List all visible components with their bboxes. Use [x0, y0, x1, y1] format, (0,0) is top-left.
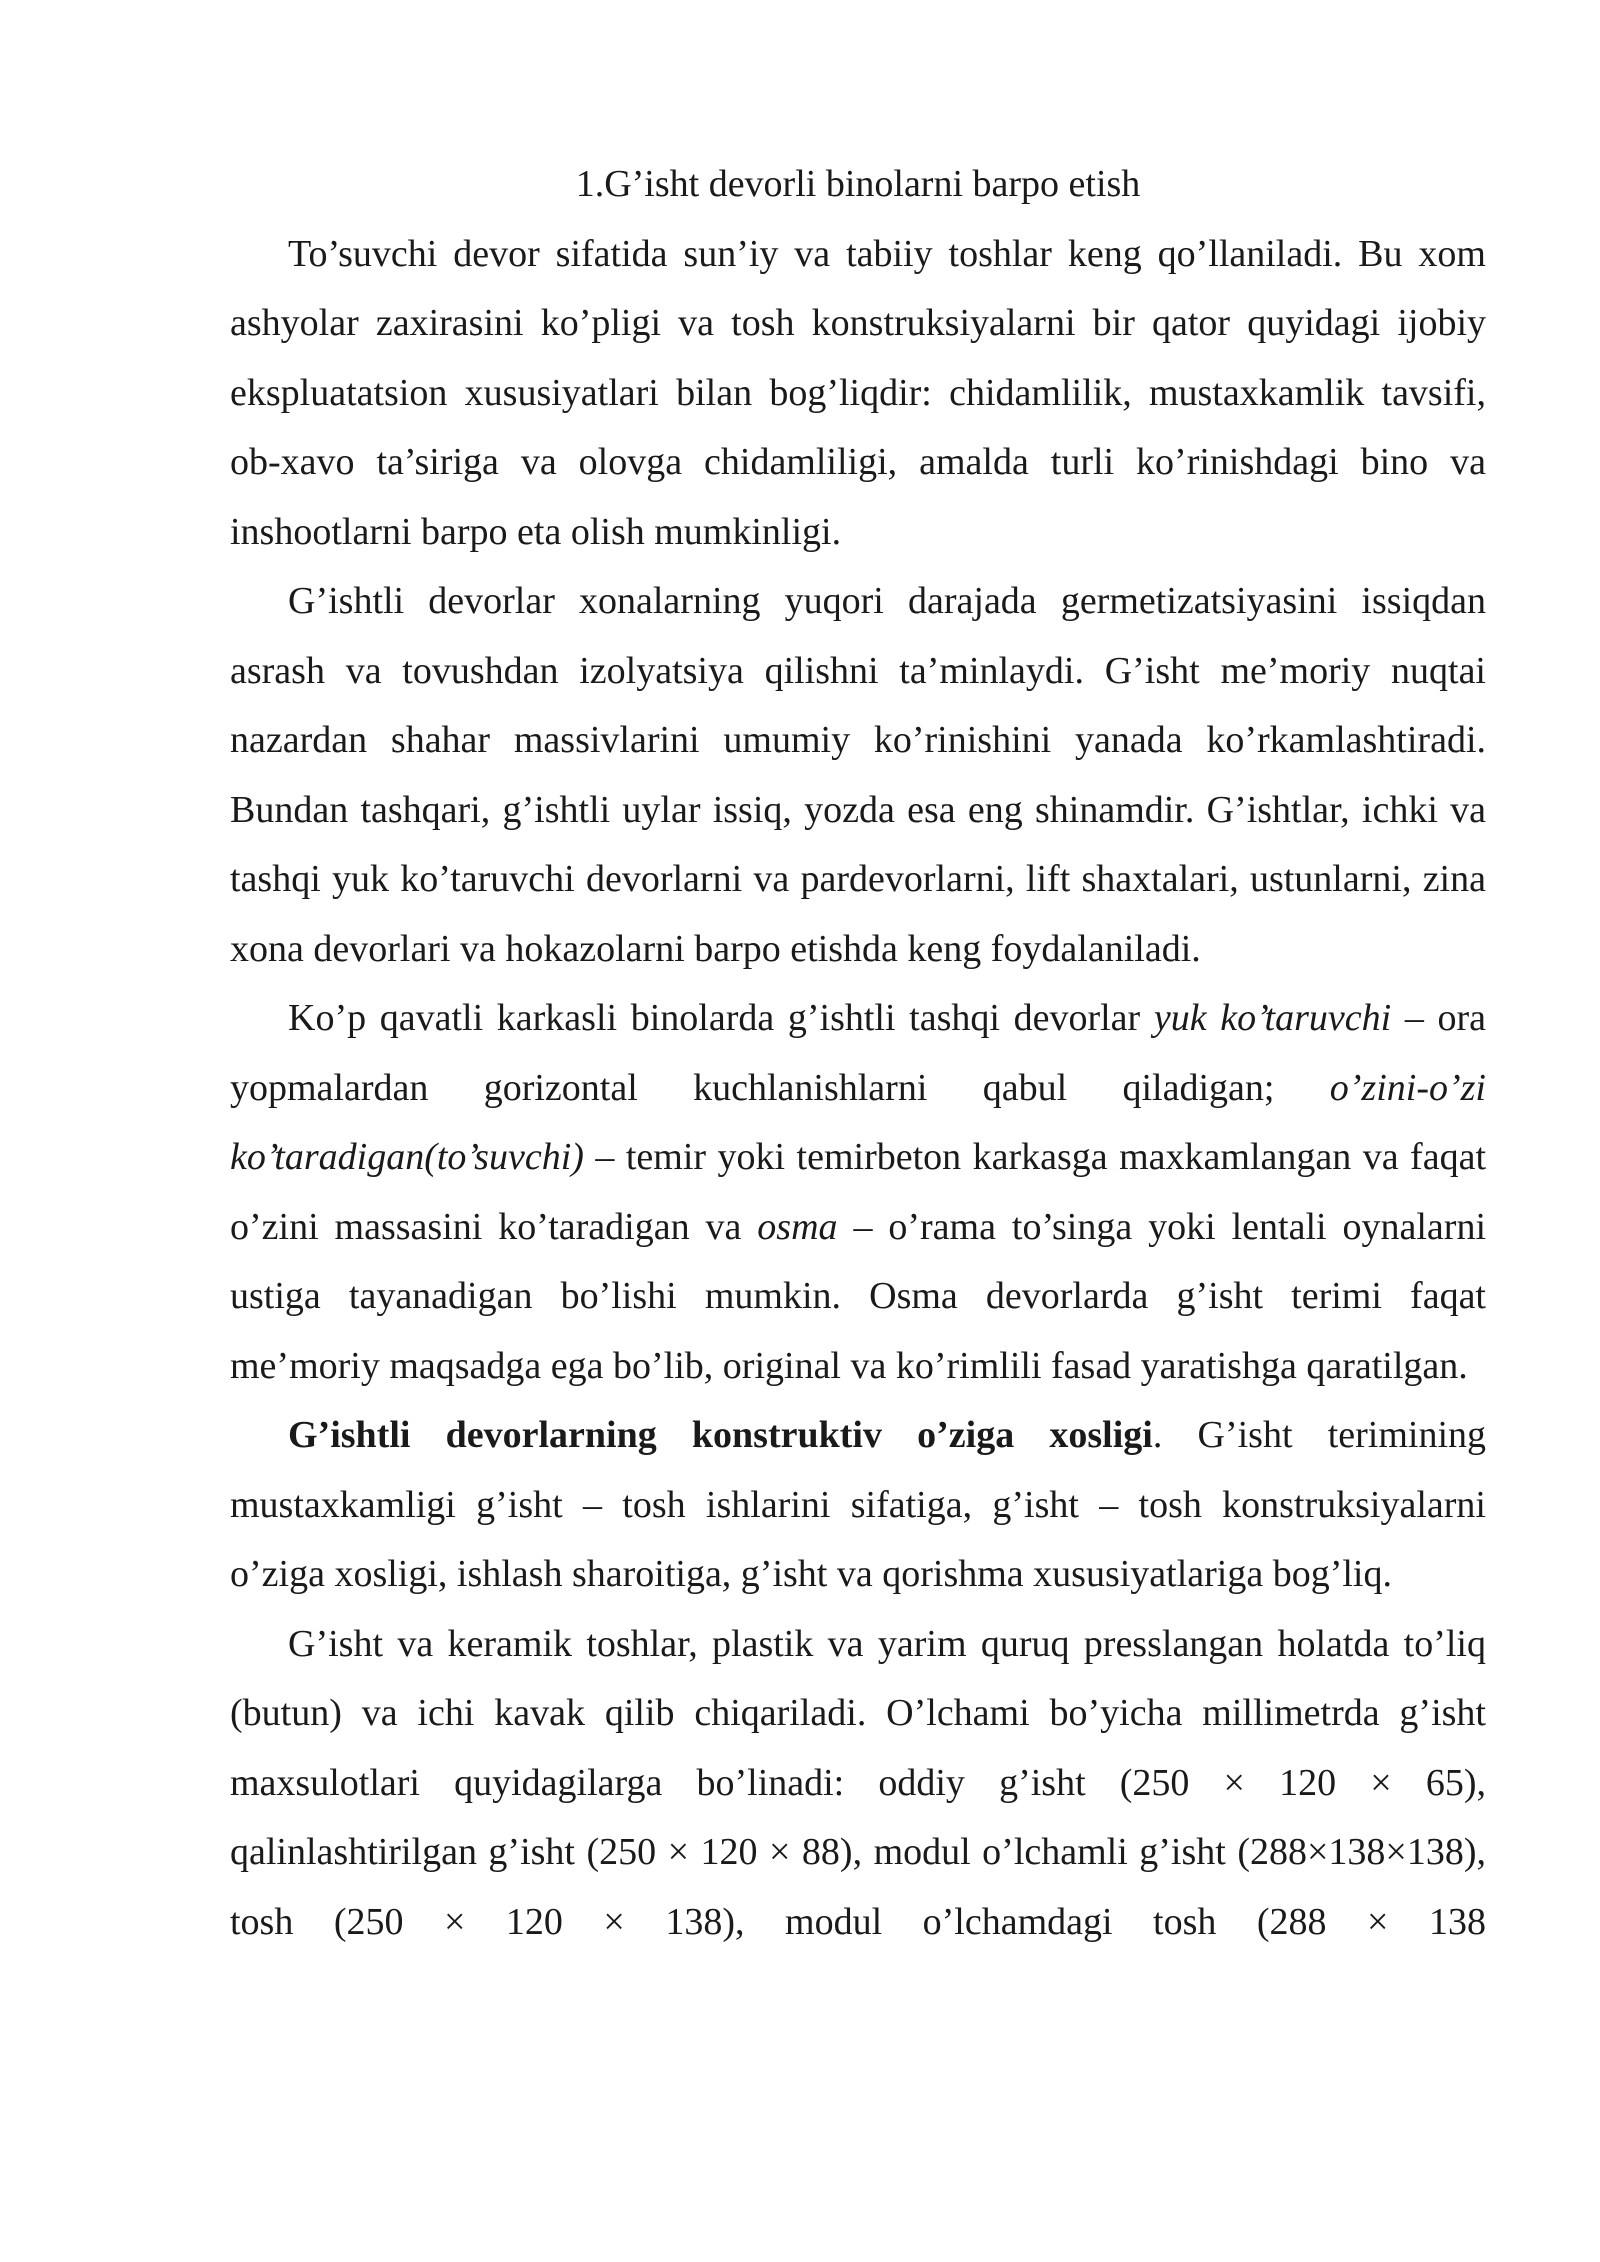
paragraph-3	[230, 984, 1486, 1401]
term-self-bearing: o’zini-o’zi ko’taradigan(to’suvchi)	[230, 1066, 1486, 1178]
paragraph-5: G’isht va keramik toshlar, plastik va yarim quruq presslangan holatda to’liq (butun) va ichi kavak qilib chiqariladi. O’lchami bo’yicha millimetrda g’isht maxsulotlari quyidagilarga bo’linadi: oddiy g’isht (250 × 120 × 65), qalinlashtirilgan g’isht (250 × 120 × 88), modul o’lchamli g’isht (288×138×138), tosh (250 × 120 × 138), modul o’lchamdagi tosh (288 × 138	[230, 1622, 1486, 1943]
term-curtain: osma	[757, 1205, 838, 1248]
paragraph-3-text-1: Ko’p qavatli karkasli binolarda g’ishtli tashqi devorlar	[288, 997, 1154, 1039]
paragraph-4	[230, 1401, 1486, 1610]
paragraph-2: G’ishtli devorlar xonalarning yuqori darajada germetizatsiyasini issiqdan asrash va tovushdan izolyatsiya qilishni ta’minlaydi. G’isht me’moriy nuqtai nazardan shahar massivlarini umumiy ko’rinishini yanada ko’rkamlashtiradi. Bundan tashqari, g’ishtli uylar issiq, yozda esa eng shinamdir. G’ishtlar, ichki va tashqi yuk ko’taruvchi devorlarni va pardevorlarni, lift shaxtalari, ustunlarni, zina xona devorlari va hokazolarni barpo etishda keng foydalaniladi.	[230, 580, 1486, 970]
paragraph-4-text: . G’isht terimining mustaxkamligi g’isht – tosh ishlarini sifatiga, g’isht – tosh konstruksiyalarni o’ziga xosligi, ishlash sharoitiga, g’isht va qorishma xususiyatlariga bog’liq.	[230, 1414, 1487, 1595]
document-page	[230, 150, 1486, 1957]
page-title: 1.G’isht devorli binolarni barpo etish	[575, 163, 1141, 205]
paragraph-3-text-3: – temir yoki temirbeton karkasga maxkamlangan va faqat o’zini massasini ko’taradigan va	[230, 1136, 1486, 1248]
section-heading-bold: G’ishtli devorlarning konstruktiv o’ziga xosligi	[288, 1414, 1153, 1456]
paragraph-3-text-2: – ora yopmalardan gorizontal kuchlanishlarni qabul qiladigan;	[230, 997, 1486, 1109]
paragraph-3-text-4: – o’rama to’singa yoki lentali oynalarni ustiga tayanadigan bo’lishi mumkin. Osma devorlarda g’isht terimi faqat me’moriy maqsadga ega bo’lib, original va ko’rimlili fasad yaratishga qaratilgan.	[230, 1205, 1487, 1387]
paragraph-1: To’suvchi devor sifatida sun’iy va tabiiy toshlar keng qo’llaniladi. Bu xom ashyolar zaxirasini ko’pligi va tosh konstruksiyalarni bir qator quyidagi ijobiy ekspluatatsion xususiyatlari bilan bog’liqdir: chidamlilik, mustaxkamlik tavsifi, ob-xavo ta’siriga va olovga chidamliligi, amalda turli ko’rinishdagi bino va inshootlarni barpo eta olish mumkinligi.	[230, 232, 1486, 553]
term-load-bearing: yuk ko’taruvchi	[1153, 997, 1392, 1039]
